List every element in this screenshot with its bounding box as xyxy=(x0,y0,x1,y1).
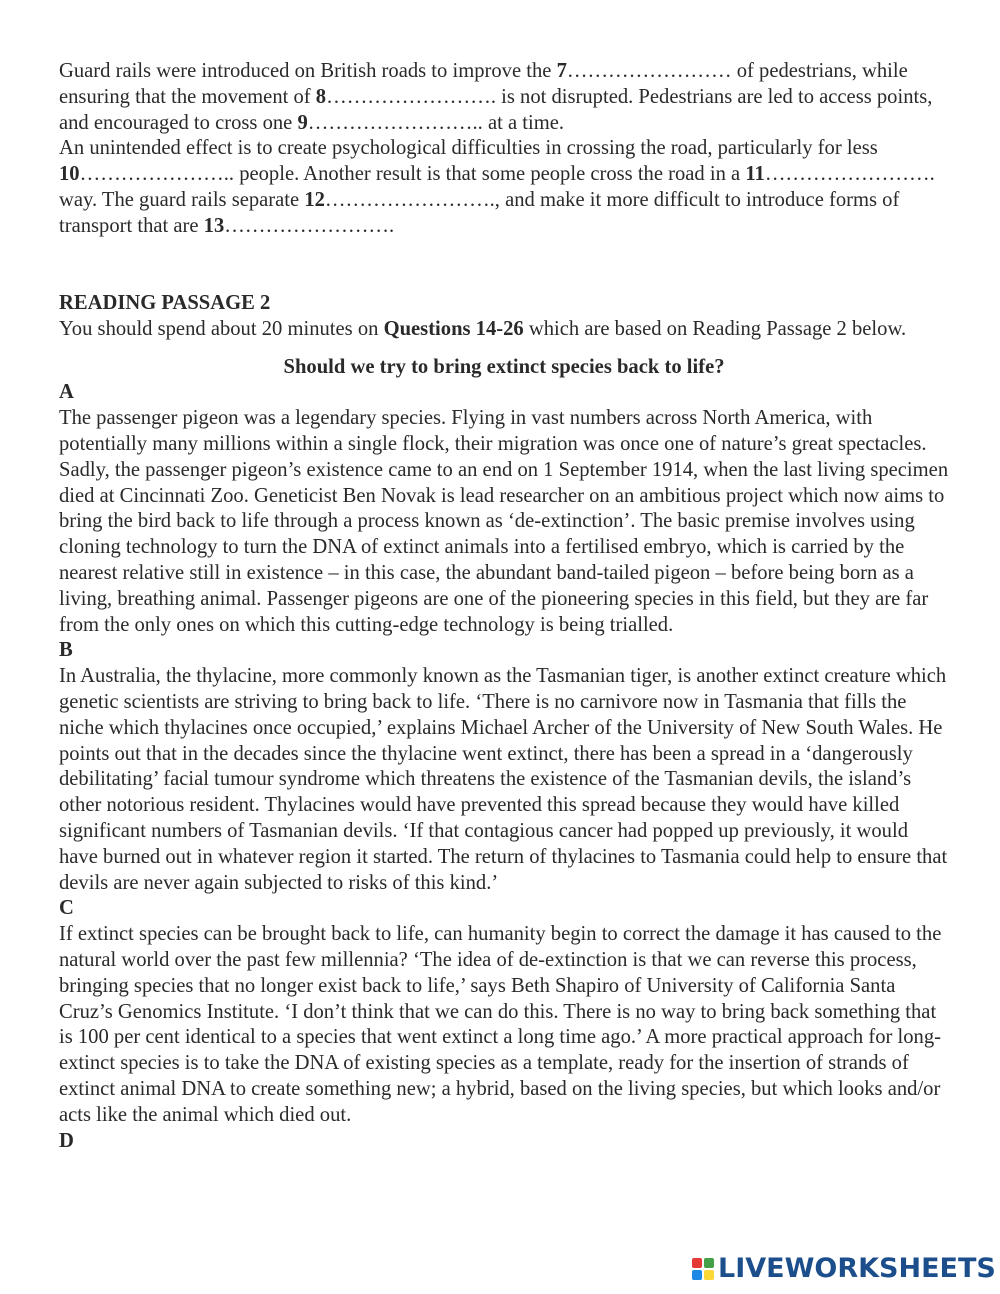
logo-square-red xyxy=(692,1258,702,1268)
answer-blank-11[interactable]: ……………………. way. The guard rails separate xyxy=(59,163,935,211)
section-letter-d: D xyxy=(59,1129,74,1152)
summary-paragraph-1: Guard rails were introduced on British roads to improve the 7…………………… of pedestrians, while ensuring that the movement of 8……………………. is not disrupted. Pedestrians are led to access points, and encouraged to cross one 9…………………….. at a time. xyxy=(59,60,933,134)
section-letter-b: B xyxy=(59,639,73,662)
question-number-11: 11 xyxy=(745,163,765,186)
section-letter-a: A xyxy=(59,381,74,404)
passage-heading: READING PASSAGE 2 xyxy=(59,292,271,314)
question-number-9: 9 xyxy=(297,111,308,134)
liveworksheets-logo xyxy=(692,1255,996,1283)
logo-square-green xyxy=(704,1258,714,1268)
answer-blank-8[interactable]: ……………………. is not disrupted. Pedestrians are led to access points, and encouraged to cross one xyxy=(59,85,933,134)
passage-title: Should we try to bring extinct species back to life? xyxy=(283,355,725,378)
logo-text: LIVEWORKSHEETS xyxy=(718,1253,996,1284)
question-number-8: 8 xyxy=(315,85,327,108)
section-text-b: In Australia, the thylacine, more commonly known as the Tasmanian tiger, is another extinct creature which genetic scientists are striving to bring back to life. ‘There is no carnivore now in Tasmania that fills the niche which thylacines once occupied,’ explains Michael Archer of the University of New South Wales. He points out that in the decades since the thylacine went extinct, there has been a spread in a ‘dangerously debilitating’ facial tumour syndrome which threatens the existence of the Tasmanian devils, the island’s other notorious resident. Thylacines would have prevented this spread because they would have killed significant numbers of Tasmanian devils. ‘If that contagious cancer had popped up previously, it would have burned out in whatever region it started. The return of thylacines to Tasmania could help to ensure that devils are never again subjected to risks of this kind.’ xyxy=(59,665,948,894)
summary-completion-text xyxy=(59,59,949,240)
answer-blank-9[interactable]: …………………….. at a time. xyxy=(307,111,565,134)
section-text-c: If extinct species can be brought back to life, can humanity begin to correct the damage it has caused to the natural world over the past few millennia? ‘The idea of de-extinction is that we can reverse this process, bringing species that no longer exist back to life,’ says Beth Shapiro of University of California Santa Cruz’s Genomics Institute. ‘I don’t think that we can do this. There is no way to bring back something that is 100 per cent identical to a species that went extinct a long time ago.’ A more practical approach for long-extinct species is to take the DNA of existing species as a template, ready for the insertion of strands of extinct animal DNA to create something new; a hybrid, based on the living species, but which looks and/or acts like the animal which died out. xyxy=(59,923,942,1126)
question-number-10: 10 xyxy=(59,163,80,186)
answer-blank-10[interactable]: ………………….. people. Another result is that some people cross the road in a xyxy=(79,163,746,186)
question-number-7: 7 xyxy=(556,60,567,82)
logo-square-blue xyxy=(692,1270,702,1280)
question-number-12: 12 xyxy=(304,188,325,211)
question-number-13: 13 xyxy=(203,214,225,237)
passage-instructions: You should spend about 20 minutes on Questions 14-26 which are based on Reading Passage 2 below. xyxy=(59,317,907,340)
question-range: Questions 14-26 xyxy=(383,317,524,340)
section-letter-c: C xyxy=(59,897,74,920)
logo-squares-icon xyxy=(692,1258,714,1280)
answer-blank-13[interactable]: ……………………. xyxy=(224,214,395,237)
section-text-a: The passenger pigeon was a legendary species. Flying in vast numbers across North America, with potentially many millions within a single flock, their migration was once one of nature’s great spectacles. Sadly, the passenger pigeon’s existence came to an end on 1 September 1914, when the last living specimen died at Cincinnati Zoo. Geneticist Ben Novak is lead researcher on an ambitious project which now aims to bring the bird back to life through a process known as ‘de-extinction’. The basic premise involves using cloning technology to turn the DNA of extinct animals into a fertilised embryo, which is carried by the nearest relative still in existence – in this case, the abundant band-tailed pigeon – before being born as a living, breathing animal. Passenger pigeons are one of the pioneering species in this field, but they are far from the only ones on which this cutting-edge technology is being trialled. xyxy=(59,407,949,636)
answer-blank-7[interactable]: …………………… of pedestrians, while ensuring that the movement of xyxy=(59,60,908,108)
reading-passage-2 xyxy=(59,291,949,1154)
answer-blank-12[interactable]: ……………………., and make it more difficult to introduce forms of transport that are xyxy=(59,188,900,237)
logo-square-yellow xyxy=(704,1270,714,1280)
summary-paragraph-2: An unintended effect is to create psychological difficulties in crossing the road, particularly for less 10………………….. people. Another result is that some people cross the road in a 11……………………. way. The guard rails separate 12……………………., and make it more difficult to introduce forms of transport that are 13……………………. xyxy=(59,137,935,237)
